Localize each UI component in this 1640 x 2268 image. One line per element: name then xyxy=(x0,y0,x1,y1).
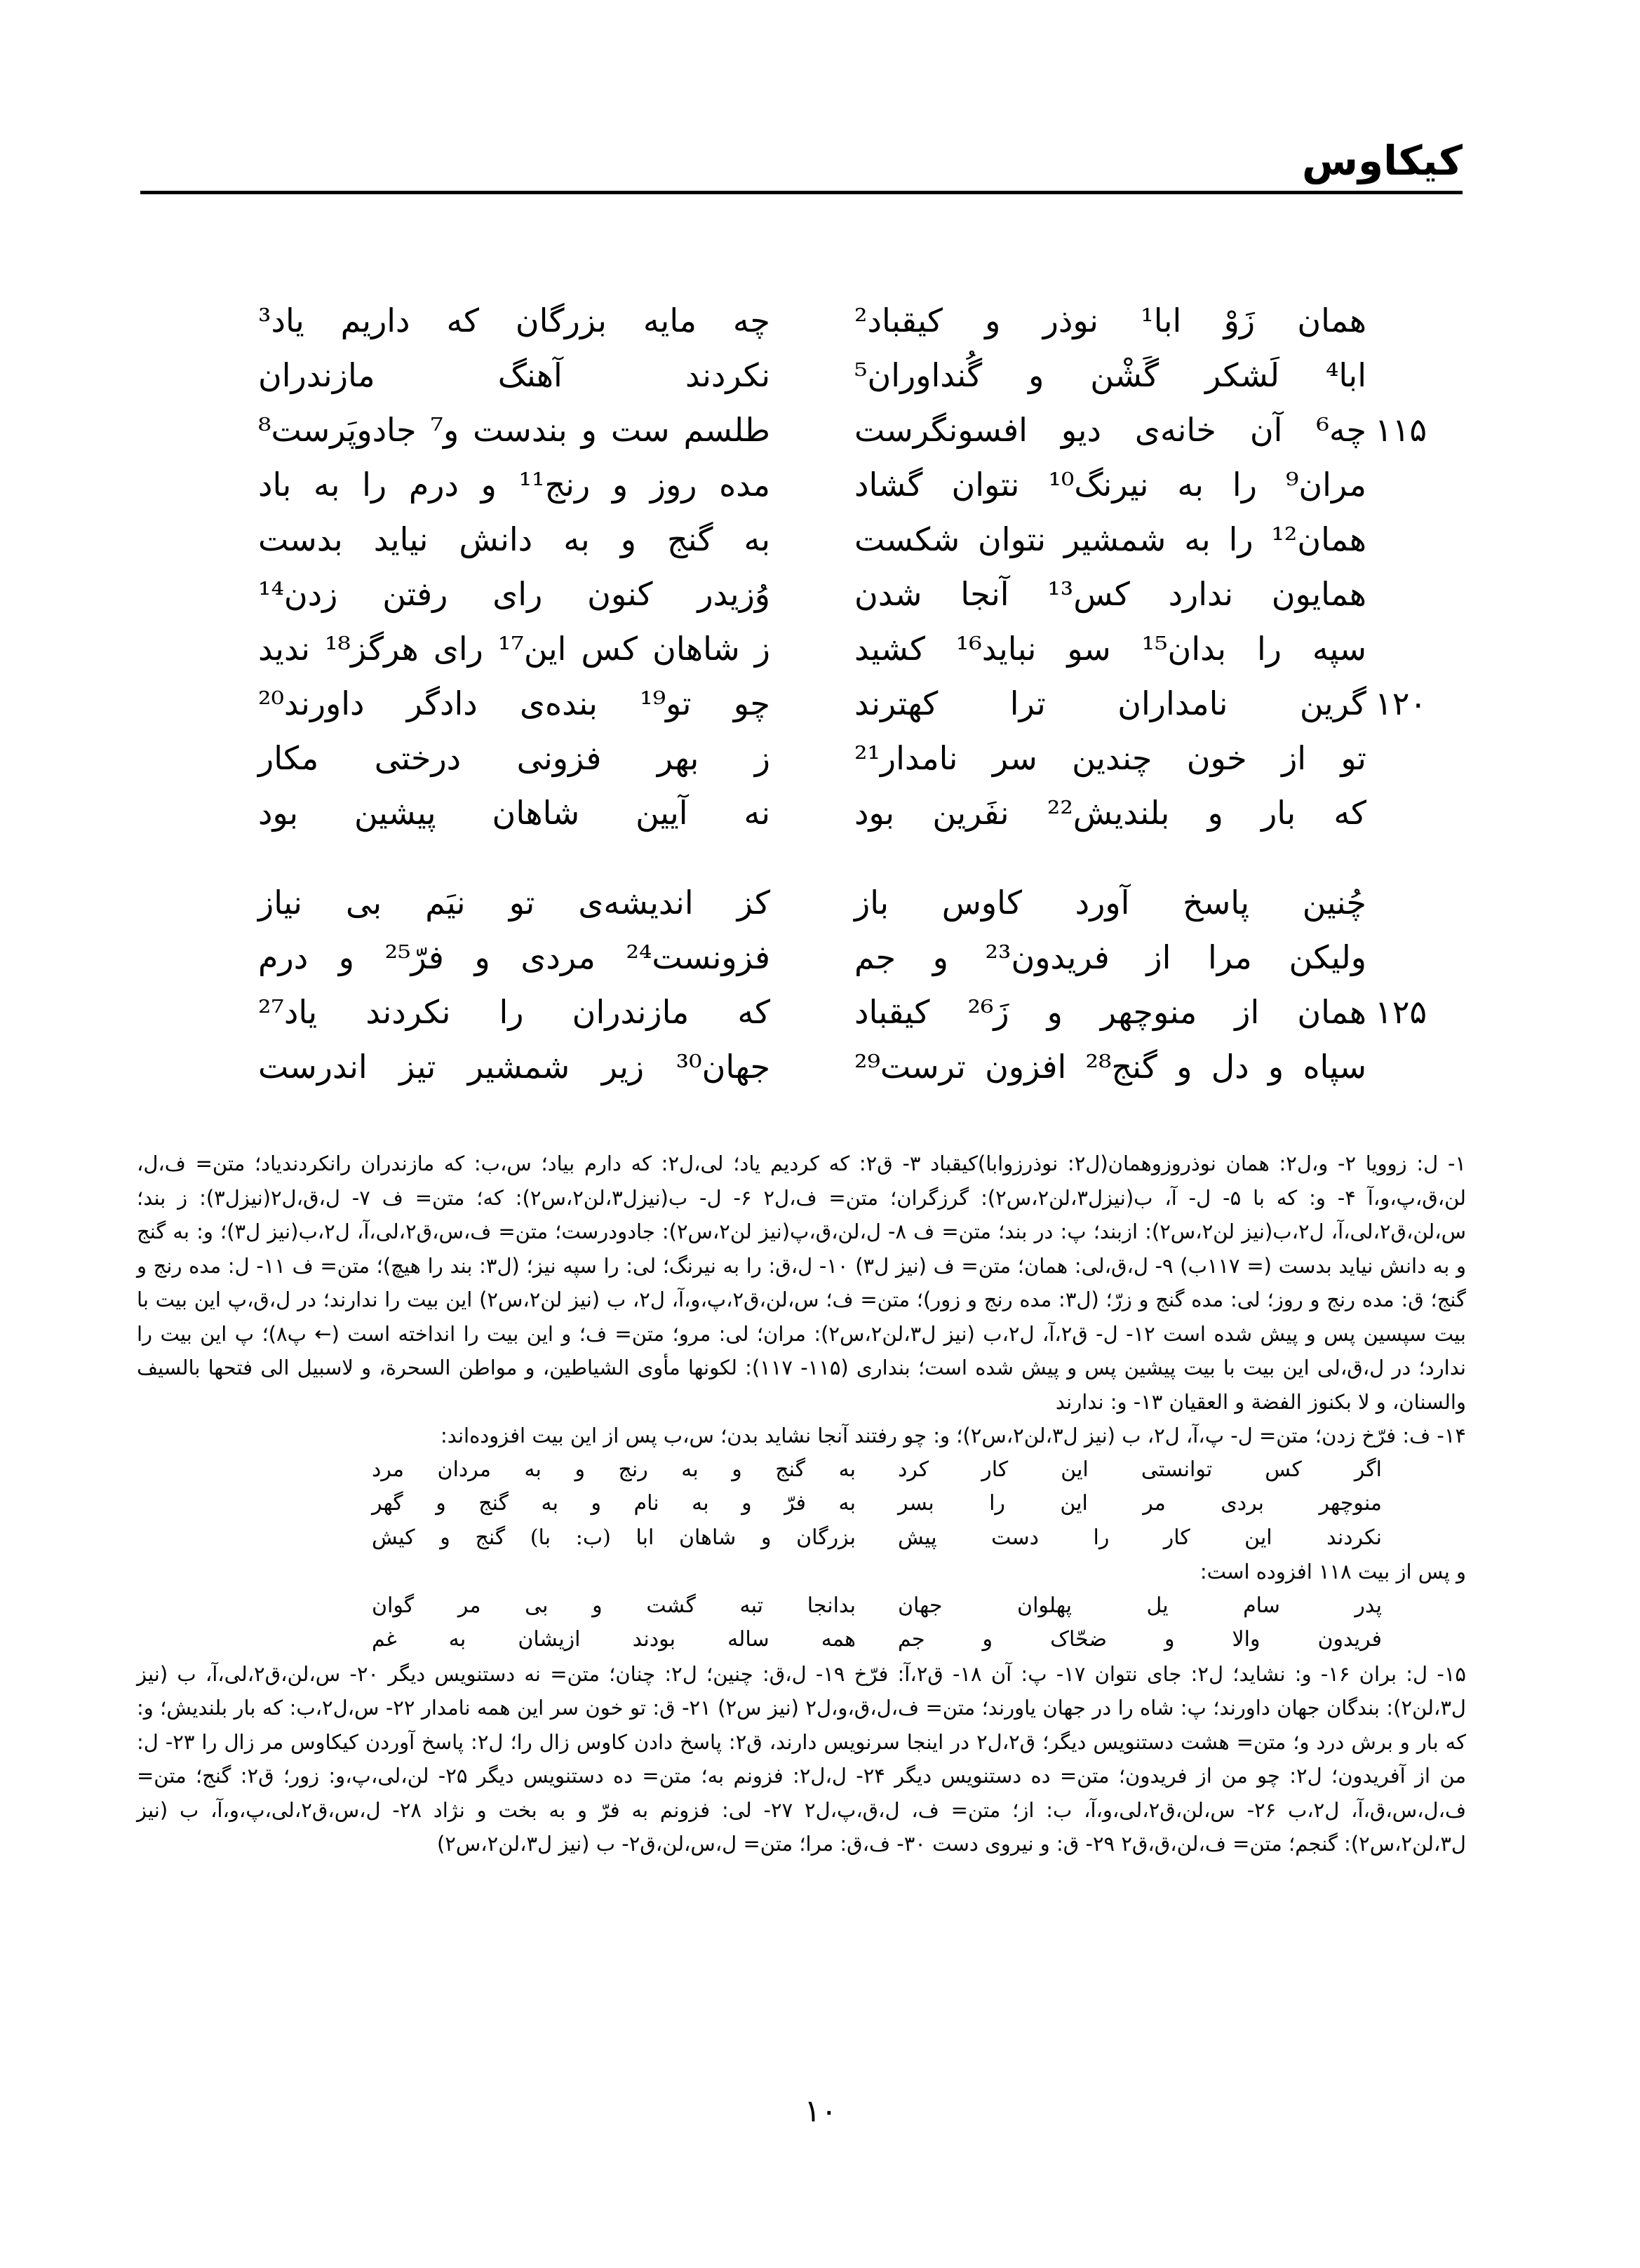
hemistich-second: چه مایه بزرگان که داریم یاد³ xyxy=(258,302,770,339)
hemistich-second: بزرگان و شاهان ابا (ب: با) گنج و کیش xyxy=(372,1525,856,1550)
couplet xyxy=(0,348,1640,403)
couplet xyxy=(0,785,1640,840)
hemistich-first: اگر کس توانستی این کار کرد xyxy=(898,1457,1382,1482)
page-number: ۱۰ xyxy=(804,2093,838,2129)
hemistich-second: طلسم ست و بندست و⁷ جادوپَرست⁸ xyxy=(258,411,770,449)
verse-number: ۱۲۰ xyxy=(1375,684,1427,722)
footnote-paragraph: ۱- ل: زوویا ۲- و،ل۲: همان نوذروزوهمان(ل۲: نوذرزوابا)کیقباد ۳- ق۲: که کردیم یاد؛ لی،ل۲: که دارم بیاد؛ س،ب: که مازندران رانکردندیاد؛ متن= ف،ل، لن،ق،پ،و،آ ۴- و: که با ۵- ل- آ، ب(نیزل۳،لن۲،س۲): گرزگران؛ متن= ف،ل۲ ۶- ل- ب(نیزل۳،لن۲،س۲): که؛ متن= ف ۷- ل،ق،ل۲(نیزل۳): ز بند؛ س،لن،ق۲،لی،آ، ل۲،ب(نیز لن۲،س۲): ازبند؛ پ: در بند؛ متن= ف ۸- ل،لن،ق،پ(نیز لن۲،س۲): جادودرست؛ متن= ف،س،ق۲،لی،آ، ل۲،ب(نیز ل۳)؛ و: به گنج و به دانش نیاید بدست (= ۱۱۷ب) ۹- ل،ق،لی: همان؛ متن= ف (نیز ل۳) ۱۰- ل،ق: را به نیرنگ؛ لی: را سپه نیز؛ (ل۳: بند را هیچ)؛ متن= ف ۱۱- ل: مده رنج و گنج؛ ق: مده رنج و روز؛ لی: مده گنج و زرّ؛ (ل۳: مده رنج و زور)؛ متن= ف؛ س،لن،ق۲،پ،و،آ، ل۲، ب (نیز لن۲،س۲) این بیت را ندارند؛ در ل،ق،پ این بیت با بیت سپسین پس و پیش شده است ۱۲- ل- ق۲،آ، ل۲،ب (نیز ل۳،لن۲،س۲): مران؛ لی: مرو؛ متن= ف؛ و این بیت را انداخته است (← پ۸)؛ پ این بیت را ندارد؛ در ل،ق،لی این بیت با بیت پیشین پس و پیش شده است؛ بنداری (۱۱۵- ۱۱۷): لکونها مأوی الشیاطین، و مواطن السحرة، و لاسبیل الی فتحها بالسیف والسنان، و لا بکنوز الفضة و العقیان ۱۳- و: ندارند xyxy=(137,1152,1466,1414)
hemistich-second: فزونست²⁴ مردی و فرّ²⁵ و درم xyxy=(258,938,771,976)
hemistich-first: گرین نامداران ترا کهترند xyxy=(854,684,1366,722)
footnote-couplet xyxy=(330,1623,1382,1657)
running-title: کیکاوس xyxy=(1302,137,1463,184)
hemistich-first: تو از خون چندین سر نامدار²¹ xyxy=(854,739,1366,777)
hemistich-first: منوچهر بردی مر این را بسر xyxy=(898,1491,1382,1516)
hemistich-second: چو تو¹⁹ بنده‌ی دادگر داورند²⁰ xyxy=(258,684,770,722)
couplet xyxy=(0,621,1640,676)
verse-number: ۱۱۵ xyxy=(1375,411,1427,449)
hemistich-second: به گنج و به رنج و به مردان مرد xyxy=(372,1457,856,1482)
hemistich-second: وُزیدر کنون رای رفتن زدن¹⁴ xyxy=(258,575,770,613)
hemistich-first: همان از منوچهر و زَ²⁶ کیقباد xyxy=(854,993,1366,1031)
couplet xyxy=(0,457,1640,512)
hemistich-second: جهان³⁰ زیر شمشیر تیز اندرست xyxy=(258,1048,770,1086)
hemistich-first: سپه را بدان¹⁵ سو نباید¹⁶ کشید xyxy=(854,630,1366,668)
footnote-couplet xyxy=(330,1521,1382,1555)
hemistich-first: فریدون والا و ضحّاک و جم xyxy=(898,1627,1382,1652)
hemistich-second: ز شاهان کس این¹⁷ رای هرگز¹⁸ ندید xyxy=(258,630,770,668)
footnote-paragraph: ۱۴- ف: فرّخ زدن؛ متن= ل- پ،آ، ل۲، ب (نیز ل۳،لن۲،س۲)؛ و: چو رفتند آنجا نشاید بدن؛ س،ب پس از این بیت افزوده‌اند: xyxy=(440,1424,1466,1447)
hemistich-second: ز بهر فزونی درختی مکار xyxy=(258,739,770,777)
hemistich-first: مران⁹ را به نیرنگ¹⁰ نتوان گشاد xyxy=(854,466,1366,504)
hemistich-second: به فرّ و به نام و به گنج و گهر xyxy=(372,1491,856,1516)
couplet xyxy=(0,930,1640,985)
verse-number: ۱۲۵ xyxy=(1375,993,1427,1031)
couplet xyxy=(0,985,1640,1039)
hemistich-first: که بار و بلندیش²² نفَرین بود xyxy=(854,794,1366,832)
hemistich-second: به گنج و به دانش نیاید بدست xyxy=(258,520,770,558)
hemistich-first: همان زَوْ ابا¹ نوذر و کیقباد² xyxy=(854,302,1366,339)
hemistich-first: چُنین پاسخ آورد کاوس باز xyxy=(854,884,1366,922)
hemistich-first: ابا⁴ لَشکر گَشْن و گُنداوران⁵ xyxy=(854,356,1366,394)
hemistich-second: بدانجا تبه گشت و بی مر گوان xyxy=(372,1593,856,1618)
footnote-paragraph: و پس از بیت ۱۱۸ افزوده است: xyxy=(1199,1560,1466,1584)
hemistich-second: کز اندیشه‌ی تو نیَم بی نیاز xyxy=(258,884,770,922)
footnote-added-verses xyxy=(137,1589,1466,1657)
couplet xyxy=(0,293,1640,348)
footnote-couplet xyxy=(330,1453,1382,1487)
hemistich-second: همه ساله بودند ازیشان به غم xyxy=(372,1627,856,1652)
hemistich-second: نه آیین شاهان پیشین بود xyxy=(258,794,770,832)
couplet xyxy=(0,676,1640,731)
footnote-paragraph: ۱۵- ل: بران ۱۶- و: نشاید؛ ل۲: جای نتوان ۱۷- پ: آن ۱۸- ق۲،آ: فرّخ ۱۹- ل،ق: چنین؛ ل۲: چنان؛ متن= نه دستنویس دیگر ۲۰- س،لن،ق۲،لی،آ، ب (نیز ل۳،لن۲): بندگان جهان داورند؛ پ: شاه را در جهان یاورند؛ متن= ف،ل،ق،و،ل۲ (نیز س۲) ۲۱- ق: تو خون سر این همه نامدار ۲۲- س،ل۲،ب: که بار بلندیش؛ و: که بار و برش درد و؛ متن= هشت دستنویس دیگر؛ ق۲،ل۲ در اینجا سرنویس دارند، ق۲: پاسخ دادن کاوس زال را؛ ل۲: پاسخ آوردن کیکاوس مر زال را ۲۳- ل: من از آفریدون؛ ل۲: چو من از فریدون؛ متن= ده دستنویس دیگر ۲۴- ل،ل۲: فزونم به؛ متن= ده دستنویس دیگر ۲۵- لن،لی،پ،و: زور؛ ق۲: گنج؛ متن= ف،ل،س،ق،آ، ل۲،ب ۲۶- س،لن،ق۲،لی،و،آ، ب: از؛ متن= ف، ل،ق،پ،ل۲ ۲۷- لی: فزونم به فرّ و به بخت و نژاد ۲۸- ل،س،ق۲،لی،پ،و،آ، ب (نیز ل۳،لن۲،س۲): گنجم؛ متن= ف،لن،ق،ق۲ ۲۹- ق: و نیروی دست ۳۰- ف،ق: مرا؛ متن= ل،س،لن،ق۲- ب (نیز ل۳،لن۲،س۲) xyxy=(137,1661,1467,1856)
header-rule xyxy=(140,191,1463,194)
hemistich-first: چه⁶ آن خانه‌ی دیو افسونگرست xyxy=(854,411,1366,449)
hemistich-second: که مازندران را نکردند یاد²⁷ xyxy=(258,993,770,1031)
hemistich-second: نکردند آهنگ مازندران xyxy=(258,356,770,394)
footnote-couplet xyxy=(330,1487,1382,1521)
footnote-added-verses xyxy=(137,1453,1466,1555)
hemistich-first: سپاه و دل و گنج²⁸ افزون ترست²⁹ xyxy=(854,1048,1366,1086)
hemistich-first: پدر سام یل پهلوان جهان xyxy=(898,1593,1382,1618)
footnote-couplet xyxy=(330,1589,1382,1624)
hemistich-second: مده روز و رنج¹¹ و درم را به باد xyxy=(258,466,770,504)
hemistich-first: نکردند این کار را دست پیش xyxy=(898,1525,1382,1550)
couplet xyxy=(0,512,1640,567)
footnotes xyxy=(137,1147,1466,1861)
hemistich-first: همایون ندارد کس¹³ آنجا شدن xyxy=(854,575,1366,613)
couplet xyxy=(0,1039,1640,1094)
hemistich-first: همان¹² را به شمشیر نتوان شکست xyxy=(854,520,1366,558)
couplet xyxy=(0,567,1640,621)
couplet xyxy=(0,875,1640,930)
couplet xyxy=(0,731,1640,785)
hemistich-first: ولیکن مرا از فریدون²³ و جم xyxy=(854,938,1366,976)
couplet xyxy=(0,403,1640,457)
